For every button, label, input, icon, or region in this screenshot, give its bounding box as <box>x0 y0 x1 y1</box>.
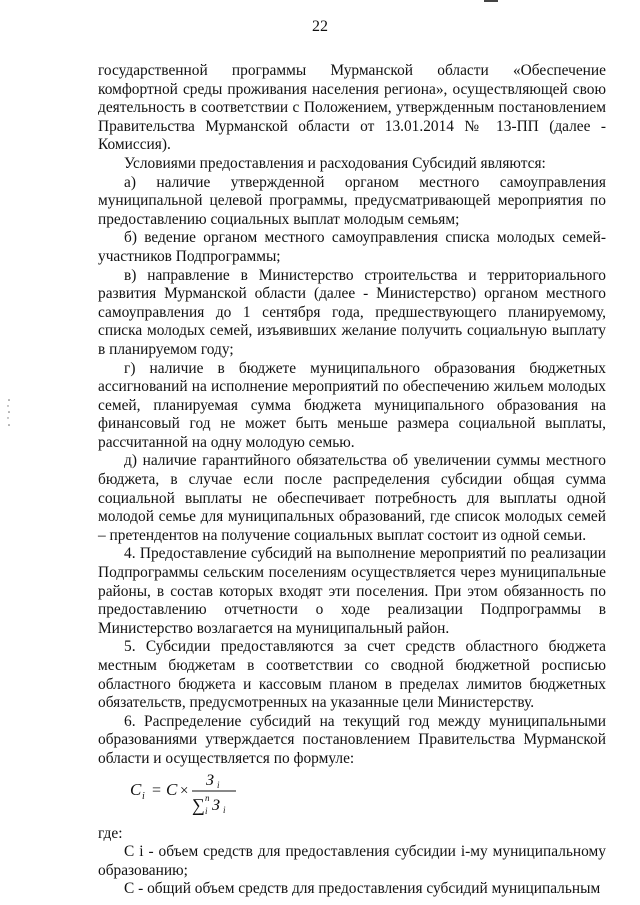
paragraph-conditions-heading: Условиями предоставления и расходования Субсидий являются: <box>124 154 546 172</box>
paragraph-condition-v: в) направление в Министерство строительства и территориального развития Мурманской области (далее - Министерство) органом местного самоуправления до 1 сентября года, предшествующего планируемому, списка молодых семей, изъявивших желание получить социальную выплату в планируемом году; <box>98 266 606 358</box>
where-label: где: <box>98 824 123 842</box>
formula-times: × <box>180 782 189 799</box>
scan-top-mark <box>484 0 498 2</box>
page-number: 22 <box>312 18 328 35</box>
paragraph-condition-a: а) наличие утвержденной органом местного самоуправления муниципальной целевой программы, предусматривающей мероприятия по предоставлению социальных выплат молодым семьям; <box>98 173 606 228</box>
document-body <box>98 62 606 899</box>
formula-numerator-sub: i <box>217 779 220 790</box>
paragraph-condition-b: б) ведение органом местного самоуправления списка молодых семей-участников Подпрограммы; <box>98 229 606 265</box>
paragraph-item-6: 6. Распределение субсидий на текущий год между муниципальными образованиями утверждается постановлением Правительства Мурманской области и осуществляется по формуле: <box>98 712 606 767</box>
formula-factor: C <box>166 779 178 799</box>
formula-sum-symbol: ∑ <box>192 794 205 815</box>
distribution-formula <box>128 773 606 817</box>
scan-margin-specks <box>6 398 12 430</box>
paragraph-condition-d: д) наличие гарантийного обязательства об увеличении суммы местного бюджета, в случае если после распределения субсидии общая сумма социальной выплаты не обеспечивает потребность для выплаты одной молодой семье для муниципальных образований, где список молодых семей – претендентов на получение социальных выплат состоит из одной семьи. <box>98 452 606 544</box>
paragraph-item-4: 4. Предоставление субсидий на выполнение мероприятий по реализации Подпрограммы сельским поселениям осуществляется через муниципальные районы, в состав которых входят эти поселения. При этом обязанность по предоставлению отчетности о ходе реализации Подпрограммы в Министерство возлагается на муниципальный район. <box>98 545 606 637</box>
paragraph-condition-g: г) наличие в бюджете муниципального образования бюджетных ассигнований на исполнение мероприятий по обеспечению жильем молодых семей, планируемая сумма бюджета муниципального образования на финансовый год не может быть меньше размера социальной выплаты, рассчитанной на одну молодую семью. <box>98 359 606 451</box>
paragraph-commission: государственной программы Мурманской области «Обеспечение комфортной среды проживания населения региона», осуществляющей свою деятельность в соответствии с Положением, утвержденным постановлением Правительства Мурманской области от 13.01.2014 № 13-ПП (далее - Комиссия). <box>98 62 606 154</box>
formula-lhs-sub: i <box>142 790 145 802</box>
formula-numerator: З <box>206 772 214 789</box>
formula-sum-upper: n <box>205 792 210 803</box>
formula-denominator: З <box>212 796 220 814</box>
formula-denominator-sub: i <box>223 804 226 815</box>
paragraph-item-5: 5. Субсидии предоставляются за счет средств областного бюджета местным бюджетам в соответствии со сводной бюджетной росписью областного бюджета и кассовым планом в пределах лимитов бюджетных обязательств, предусмотренных на указанные цели Министерству. <box>98 638 606 712</box>
definition-ci: C i - объем средств для предоставления субсидии i-му муниципальному образованию; <box>98 843 606 879</box>
formula-lhs: C <box>130 779 142 799</box>
formula-equals: = <box>152 781 162 799</box>
definition-c: С - общий объем средств для предоставления субсидий муниципальным <box>124 880 601 898</box>
formula-sum-lower: i <box>205 805 208 816</box>
